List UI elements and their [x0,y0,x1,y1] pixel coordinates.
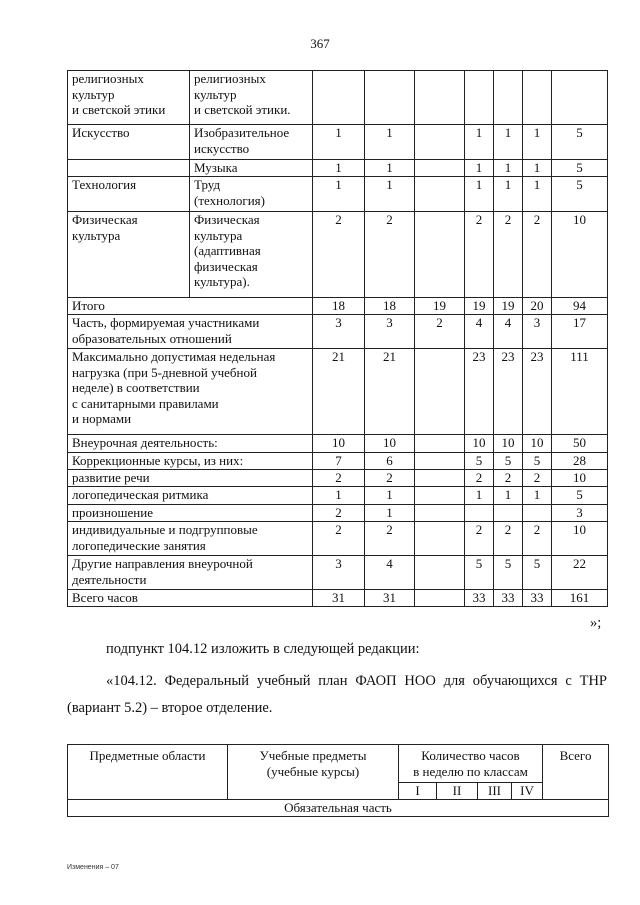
subject-cell: религиозных культур и светской этики. [190,71,313,125]
hours-cell [465,505,494,522]
hours-cell: 1 [365,487,415,505]
hours-cell: 18 [313,298,365,315]
header-subject-areas: Предметные области [68,745,228,800]
plan-title [67,668,607,722]
hours-cell: 2 [465,470,494,487]
row-label-cell: Внеурочная деятельность: [68,435,313,453]
hours-cell: 28 [552,453,608,470]
hours-cell: 19 [494,298,523,315]
table-row [68,435,608,453]
section-mandatory-part: Обязательная часть [68,800,609,817]
hours-cell: 5 [465,556,494,590]
hours-cell: 23 [494,349,523,435]
hours-cell: 2 [313,505,365,522]
table-row [68,212,608,298]
subject-cell: Физическая культура (адаптивная физическая культура). [190,212,313,298]
hours-cell: 2 [313,212,365,298]
hours-cell [415,453,465,470]
row-label-cell: Максимально допустимая недельная нагрузка (при 5-дневной учебной неделе) в соответствии с санитарными правилами и нормами [68,349,313,435]
hours-cell: 5 [552,177,608,212]
hours-cell: 20 [523,298,552,315]
hours-cell: 2 [523,470,552,487]
row-label-cell: произношение [68,505,313,522]
hours-cell: 33 [494,590,523,607]
hours-cell [415,590,465,607]
hours-cell [415,556,465,590]
row-label-cell: Часть, формируемая участниками образовательных отношений [68,315,313,349]
hours-cell [365,71,415,125]
hours-cell: 7 [313,453,365,470]
hours-cell: 1 [494,160,523,177]
hours-cell: 2 [365,212,415,298]
hours-cell: 2 [365,522,415,556]
hours-cell [415,212,465,298]
hours-cell: 1 [523,487,552,505]
hours-cell: 6 [365,453,415,470]
hours-cell: 5 [552,487,608,505]
table-row [68,125,608,160]
hours-cell [415,349,465,435]
hours-cell: 2 [313,470,365,487]
hours-cell: 10 [494,435,523,453]
hours-cell: 2 [313,522,365,556]
footer-note: Изменения – 07 [67,864,119,871]
subject-area-cell: Технология [68,177,190,212]
subject-area-cell: религиозных культур и светской этики [68,71,190,125]
hours-cell: 5 [523,556,552,590]
hours-cell: 1 [523,160,552,177]
hours-cell: 5 [465,453,494,470]
hours-cell: 50 [552,435,608,453]
table-row [68,453,608,470]
page-number: 367 [310,36,330,51]
hours-cell [523,505,552,522]
hours-cell: 1 [313,125,365,160]
hours-cell: 5 [552,125,608,160]
table-row [68,177,608,212]
hours-cell: 10 [313,435,365,453]
hours-cell: 33 [523,590,552,607]
hours-cell: 1 [465,160,494,177]
hours-cell: 19 [415,298,465,315]
hours-cell: 4 [465,315,494,349]
hours-cell: 4 [365,556,415,590]
subpoint-instruction: подпункт 104.12 изложить в следующей редакции: [106,641,420,657]
hours-cell: 10 [465,435,494,453]
subject-cell: Музыка [190,160,313,177]
row-label-cell: Коррекционные курсы, из них: [68,453,313,470]
hours-cell [313,71,365,125]
hours-cell: 1 [523,177,552,212]
subject-cell: Изобразительное искусство [190,125,313,160]
hours-cell: 10 [552,212,608,298]
hours-cell: 1 [465,125,494,160]
hours-cell: 2 [494,470,523,487]
hours-cell [415,71,465,125]
hours-cell: 31 [313,590,365,607]
table-row [68,590,608,607]
hours-cell: 2 [523,212,552,298]
hours-cell: 3 [365,315,415,349]
hours-cell: 10 [365,435,415,453]
hours-cell: 3 [313,556,365,590]
hours-cell [415,522,465,556]
hours-cell [415,435,465,453]
hours-cell: 2 [494,212,523,298]
row-label-cell: индивидуальные и подгрупповые логопедические занятия [68,522,313,556]
hours-cell: 1 [365,125,415,160]
hours-cell [415,505,465,522]
hours-cell [494,505,523,522]
hours-cell: 21 [313,349,365,435]
hours-cell: 1 [494,177,523,212]
hours-cell: 23 [465,349,494,435]
row-label-cell: Другие направления внеурочной деятельности [68,556,313,590]
federal-curriculum-table [67,744,609,817]
hours-cell [552,71,608,125]
hours-cell: 1 [365,505,415,522]
hours-cell: 5 [494,453,523,470]
hours-cell: 94 [552,298,608,315]
hours-cell: 18 [365,298,415,315]
class-header-3: III [478,783,512,800]
hours-cell: 1 [494,125,523,160]
hours-cell: 2 [494,522,523,556]
hours-cell: 19 [465,298,494,315]
table-row [68,349,608,435]
row-label-cell: развитие речи [68,470,313,487]
header-subjects: Учебные предметы (учебные курсы) [228,745,399,800]
hours-cell: 21 [365,349,415,435]
plan-title-line-2: (вариант 5.2) – второе отделение. [67,700,273,716]
hours-cell: 4 [494,315,523,349]
plan-title-line-1: «104.12. Федеральный учебный план ФАОП НОО для обучающихся с ТНР [106,673,607,689]
hours-cell [465,71,494,125]
hours-cell: 2 [415,315,465,349]
table-row [68,315,608,349]
curriculum-table-continued [67,70,608,607]
table-row [68,505,608,522]
hours-cell: 1 [365,177,415,212]
subject-area-cell [68,160,190,177]
subject-area-cell: Физическая культура [68,212,190,298]
row-label-cell: логопедическая ритмика [68,487,313,505]
hours-cell [523,71,552,125]
hours-cell [494,71,523,125]
hours-cell: 111 [552,349,608,435]
hours-cell: 1 [494,487,523,505]
hours-cell: 1 [365,160,415,177]
hours-cell [415,160,465,177]
table-row [68,71,608,125]
hours-cell: 10 [523,435,552,453]
hours-cell: 3 [523,315,552,349]
hours-cell: 10 [552,470,608,487]
hours-cell: 3 [552,505,608,522]
hours-cell: 33 [465,590,494,607]
class-header-2: II [437,783,478,800]
hours-cell: 1 [465,487,494,505]
hours-cell: 10 [552,522,608,556]
hours-cell: 1 [465,177,494,212]
table-row [68,470,608,487]
hours-cell: 2 [365,470,415,487]
header-total: Всего [543,745,609,800]
class-header-1: I [399,783,437,800]
hours-cell: 17 [552,315,608,349]
hours-cell: 5 [552,160,608,177]
hours-cell [415,470,465,487]
hours-cell: 3 [313,315,365,349]
row-label-cell: Всего часов [68,590,313,607]
hours-cell [415,487,465,505]
header-hours-per-week: Количество часов в неделю по классам [399,745,543,783]
hours-cell: 31 [365,590,415,607]
hours-cell: 1 [313,177,365,212]
table-row [68,298,608,315]
hours-cell [415,125,465,160]
hours-cell: 2 [465,522,494,556]
table-row [68,160,608,177]
hours-cell: 2 [523,522,552,556]
hours-cell: 23 [523,349,552,435]
hours-cell: 1 [313,487,365,505]
hours-cell: 161 [552,590,608,607]
hours-cell: 2 [465,212,494,298]
hours-cell [415,177,465,212]
hours-cell: 1 [523,125,552,160]
class-header-4: IV [512,783,543,800]
table-row [68,522,608,556]
hours-cell: 22 [552,556,608,590]
hours-cell: 1 [313,160,365,177]
subject-cell: Труд (технология) [190,177,313,212]
table-row [68,556,608,590]
hours-cell: 5 [494,556,523,590]
hours-cell: 5 [523,453,552,470]
table-row [68,487,608,505]
closing-quote: »; [590,615,602,631]
row-label-cell: Итого [68,298,313,315]
subject-area-cell: Искусство [68,125,190,160]
